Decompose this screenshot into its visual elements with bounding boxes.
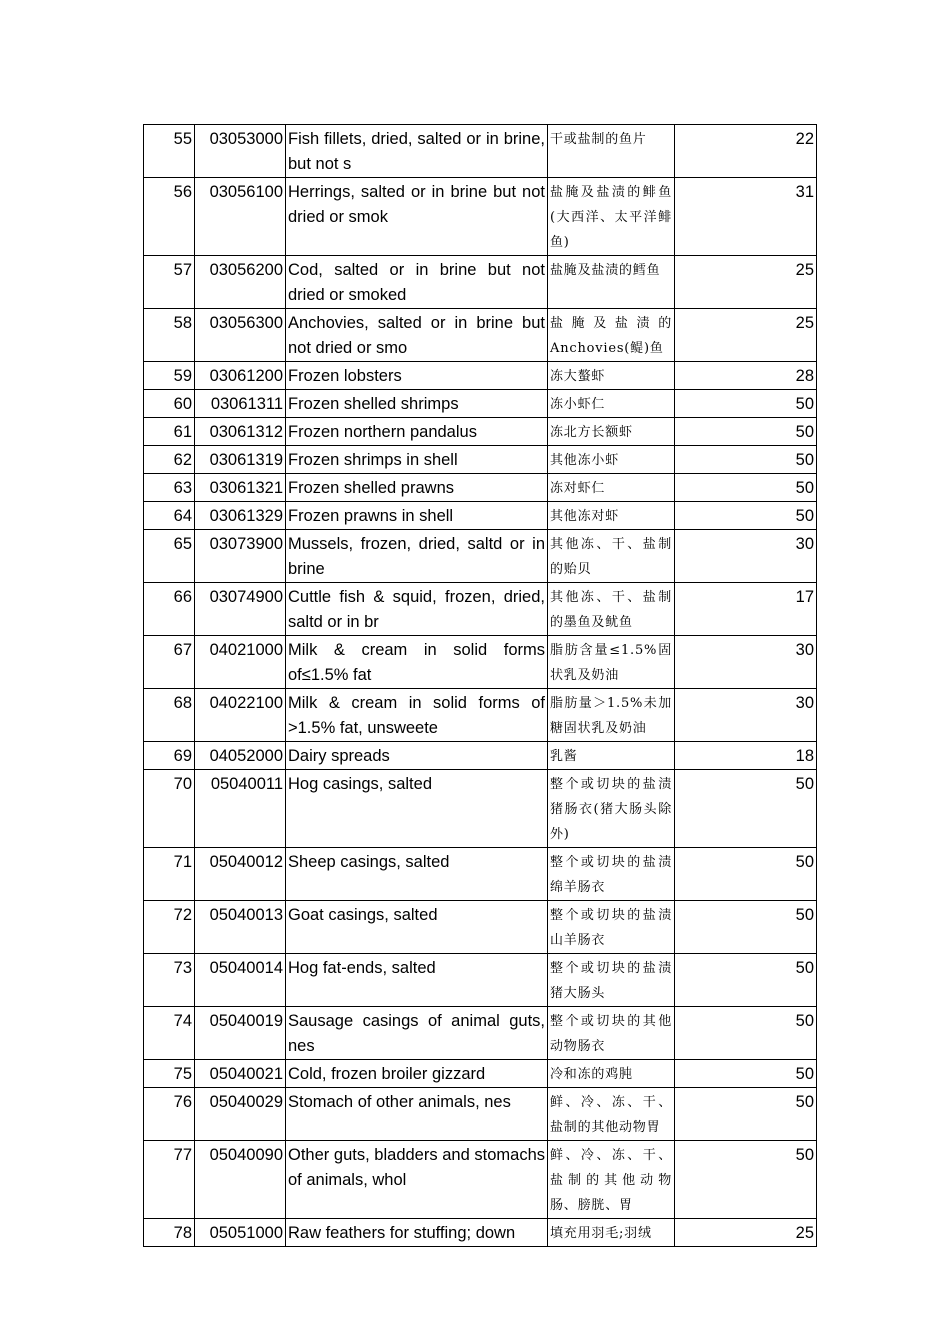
table-row: [144, 1060, 817, 1088]
tariff-rate: 25: [675, 256, 817, 309]
hs-code: 05040011: [195, 770, 286, 848]
row-number: 78: [144, 1219, 195, 1247]
chinese-description: 冻北方长额虾: [548, 418, 675, 446]
english-description: Herrings, salted or in brine but not dried or smok: [286, 178, 548, 256]
chinese-description: 脂肪含量≤1.5%固状乳及奶油: [548, 636, 675, 689]
chinese-description: 其他冻、干、盐制的贻贝: [548, 530, 675, 583]
row-number: 74: [144, 1007, 195, 1060]
tariff-table: [143, 124, 817, 1247]
chinese-description: 盐腌及盐渍的鳕鱼: [548, 256, 675, 309]
english-description: Fish fillets, dried, salted or in brine, but not s: [286, 125, 548, 178]
english-description: Sausage casings of animal guts, nes: [286, 1007, 548, 1060]
chinese-description: 其他冻、干、盐制的墨鱼及鱿鱼: [548, 583, 675, 636]
table-row: [144, 636, 817, 689]
chinese-description: 填充用羽毛;羽绒: [548, 1219, 675, 1247]
chinese-description: 盐腌及盐渍的鲱鱼(大西洋、太平洋鲱鱼): [548, 178, 675, 256]
chinese-description: 鲜、冷、冻、干、盐制的其他动物肠、膀胱、胃: [548, 1141, 675, 1219]
table-row: [144, 954, 817, 1007]
english-description: Frozen prawns in shell: [286, 502, 548, 530]
hs-code: 04022100: [195, 689, 286, 742]
english-description: Milk & cream in solid forms of≤1.5% fat: [286, 636, 548, 689]
english-description: Cold, frozen broiler gizzard: [286, 1060, 548, 1088]
english-description: Dairy spreads: [286, 742, 548, 770]
tariff-rate: 50: [675, 418, 817, 446]
tariff-rate: 50: [675, 1088, 817, 1141]
tariff-rate: 30: [675, 530, 817, 583]
row-number: 63: [144, 474, 195, 502]
table-row: [144, 390, 817, 418]
tariff-rate: 50: [675, 1141, 817, 1219]
table-row: [144, 689, 817, 742]
row-number: 70: [144, 770, 195, 848]
tariff-rate: 50: [675, 954, 817, 1007]
tariff-rate: 50: [675, 770, 817, 848]
english-description: Hog casings, salted: [286, 770, 548, 848]
chinese-description: 盐腌及盐渍的Anchovies(鳀)鱼: [548, 309, 675, 362]
table-row: [144, 446, 817, 474]
tariff-rate: 50: [675, 848, 817, 901]
table-row: [144, 848, 817, 901]
chinese-description: 整个或切块的盐渍山羊肠衣: [548, 901, 675, 954]
tariff-rate: 50: [675, 1007, 817, 1060]
english-description: Frozen northern pandalus: [286, 418, 548, 446]
tariff-rate: 50: [675, 502, 817, 530]
hs-code: 05040029: [195, 1088, 286, 1141]
hs-code: 05040021: [195, 1060, 286, 1088]
chinese-description: 其他冻小虾: [548, 446, 675, 474]
tariff-table-body: [144, 125, 817, 1247]
english-description: Frozen shelled shrimps: [286, 390, 548, 418]
tariff-rate: 50: [675, 390, 817, 418]
table-row: [144, 742, 817, 770]
english-description: Cuttle fish & squid, frozen, dried, saltd or in br: [286, 583, 548, 636]
hs-code: 03061312: [195, 418, 286, 446]
tariff-rate: 50: [675, 446, 817, 474]
chinese-description: 整个或切块的盐渍绵羊肠衣: [548, 848, 675, 901]
table-row: [144, 1007, 817, 1060]
tariff-rate: 25: [675, 309, 817, 362]
english-description: Frozen shrimps in shell: [286, 446, 548, 474]
row-number: 66: [144, 583, 195, 636]
english-description: Goat casings, salted: [286, 901, 548, 954]
chinese-description: 冷和冻的鸡肫: [548, 1060, 675, 1088]
row-number: 71: [144, 848, 195, 901]
table-row: [144, 178, 817, 256]
english-description: Hog fat-ends, salted: [286, 954, 548, 1007]
row-number: 60: [144, 390, 195, 418]
hs-code: 03061329: [195, 502, 286, 530]
row-number: 59: [144, 362, 195, 390]
table-row: [144, 901, 817, 954]
tariff-rate: 30: [675, 689, 817, 742]
table-row: [144, 1219, 817, 1247]
table-row: [144, 1088, 817, 1141]
chinese-description: 冻对虾仁: [548, 474, 675, 502]
english-description: Frozen shelled prawns: [286, 474, 548, 502]
hs-code: 03061311: [195, 390, 286, 418]
table-row: [144, 309, 817, 362]
hs-code: 05051000: [195, 1219, 286, 1247]
tariff-rate: 50: [675, 901, 817, 954]
tariff-rate: 50: [675, 1060, 817, 1088]
english-description: Stomach of other animals, nes: [286, 1088, 548, 1141]
chinese-description: 乳酱: [548, 742, 675, 770]
hs-code: 03061319: [195, 446, 286, 474]
tariff-rate: 17: [675, 583, 817, 636]
tariff-rate: 22: [675, 125, 817, 178]
tariff-rate: 30: [675, 636, 817, 689]
row-number: 58: [144, 309, 195, 362]
table-row: [144, 362, 817, 390]
english-description: Cod, salted or in brine but not dried or smoked: [286, 256, 548, 309]
table-row: [144, 770, 817, 848]
hs-code: 03061200: [195, 362, 286, 390]
english-description: Raw feathers for stuffing; down: [286, 1219, 548, 1247]
hs-code: 03056200: [195, 256, 286, 309]
hs-code: 04021000: [195, 636, 286, 689]
row-number: 69: [144, 742, 195, 770]
row-number: 64: [144, 502, 195, 530]
table-row: [144, 418, 817, 446]
hs-code: 03073900: [195, 530, 286, 583]
row-number: 57: [144, 256, 195, 309]
hs-code: 04052000: [195, 742, 286, 770]
table-row: [144, 1141, 817, 1219]
table-row: [144, 256, 817, 309]
table-row: [144, 583, 817, 636]
english-description: Other guts, bladders and stomachs of animals, whol: [286, 1141, 548, 1219]
english-description: Milk & cream in solid forms of >1.5% fat, unsweete: [286, 689, 548, 742]
hs-code: 03053000: [195, 125, 286, 178]
table-row: [144, 125, 817, 178]
chinese-description: 干或盐制的鱼片: [548, 125, 675, 178]
table-row: [144, 530, 817, 583]
table-row: [144, 474, 817, 502]
chinese-description: 冻小虾仁: [548, 390, 675, 418]
hs-code: 05040013: [195, 901, 286, 954]
row-number: 61: [144, 418, 195, 446]
row-number: 73: [144, 954, 195, 1007]
row-number: 56: [144, 178, 195, 256]
chinese-description: 整个或切块的盐渍猪肠衣(猪大肠头除外): [548, 770, 675, 848]
english-description: Frozen lobsters: [286, 362, 548, 390]
row-number: 77: [144, 1141, 195, 1219]
row-number: 76: [144, 1088, 195, 1141]
hs-code: 05040012: [195, 848, 286, 901]
hs-code: 03061321: [195, 474, 286, 502]
chinese-description: 脂肪量＞1.5%未加糖固状乳及奶油: [548, 689, 675, 742]
tariff-rate: 28: [675, 362, 817, 390]
hs-code: 03056300: [195, 309, 286, 362]
chinese-description: 冻大螯虾: [548, 362, 675, 390]
english-description: Mussels, frozen, dried, saltd or in brine: [286, 530, 548, 583]
hs-code: 03056100: [195, 178, 286, 256]
chinese-description: 其他冻对虾: [548, 502, 675, 530]
hs-code: 05040090: [195, 1141, 286, 1219]
row-number: 55: [144, 125, 195, 178]
english-description: Anchovies, salted or in brine but not dried or smo: [286, 309, 548, 362]
chinese-description: 整个或切块的盐渍猪大肠头: [548, 954, 675, 1007]
table-row: [144, 502, 817, 530]
tariff-rate: 25: [675, 1219, 817, 1247]
tariff-rate: 50: [675, 474, 817, 502]
hs-code: 03074900: [195, 583, 286, 636]
row-number: 75: [144, 1060, 195, 1088]
row-number: 68: [144, 689, 195, 742]
tariff-rate: 31: [675, 178, 817, 256]
row-number: 72: [144, 901, 195, 954]
chinese-description: 整个或切块的其他动物肠衣: [548, 1007, 675, 1060]
hs-code: 05040019: [195, 1007, 286, 1060]
tariff-rate: 18: [675, 742, 817, 770]
chinese-description: 鲜、冷、冻、干、盐制的其他动物胃: [548, 1088, 675, 1141]
hs-code: 05040014: [195, 954, 286, 1007]
row-number: 62: [144, 446, 195, 474]
row-number: 65: [144, 530, 195, 583]
english-description: Sheep casings, salted: [286, 848, 548, 901]
row-number: 67: [144, 636, 195, 689]
